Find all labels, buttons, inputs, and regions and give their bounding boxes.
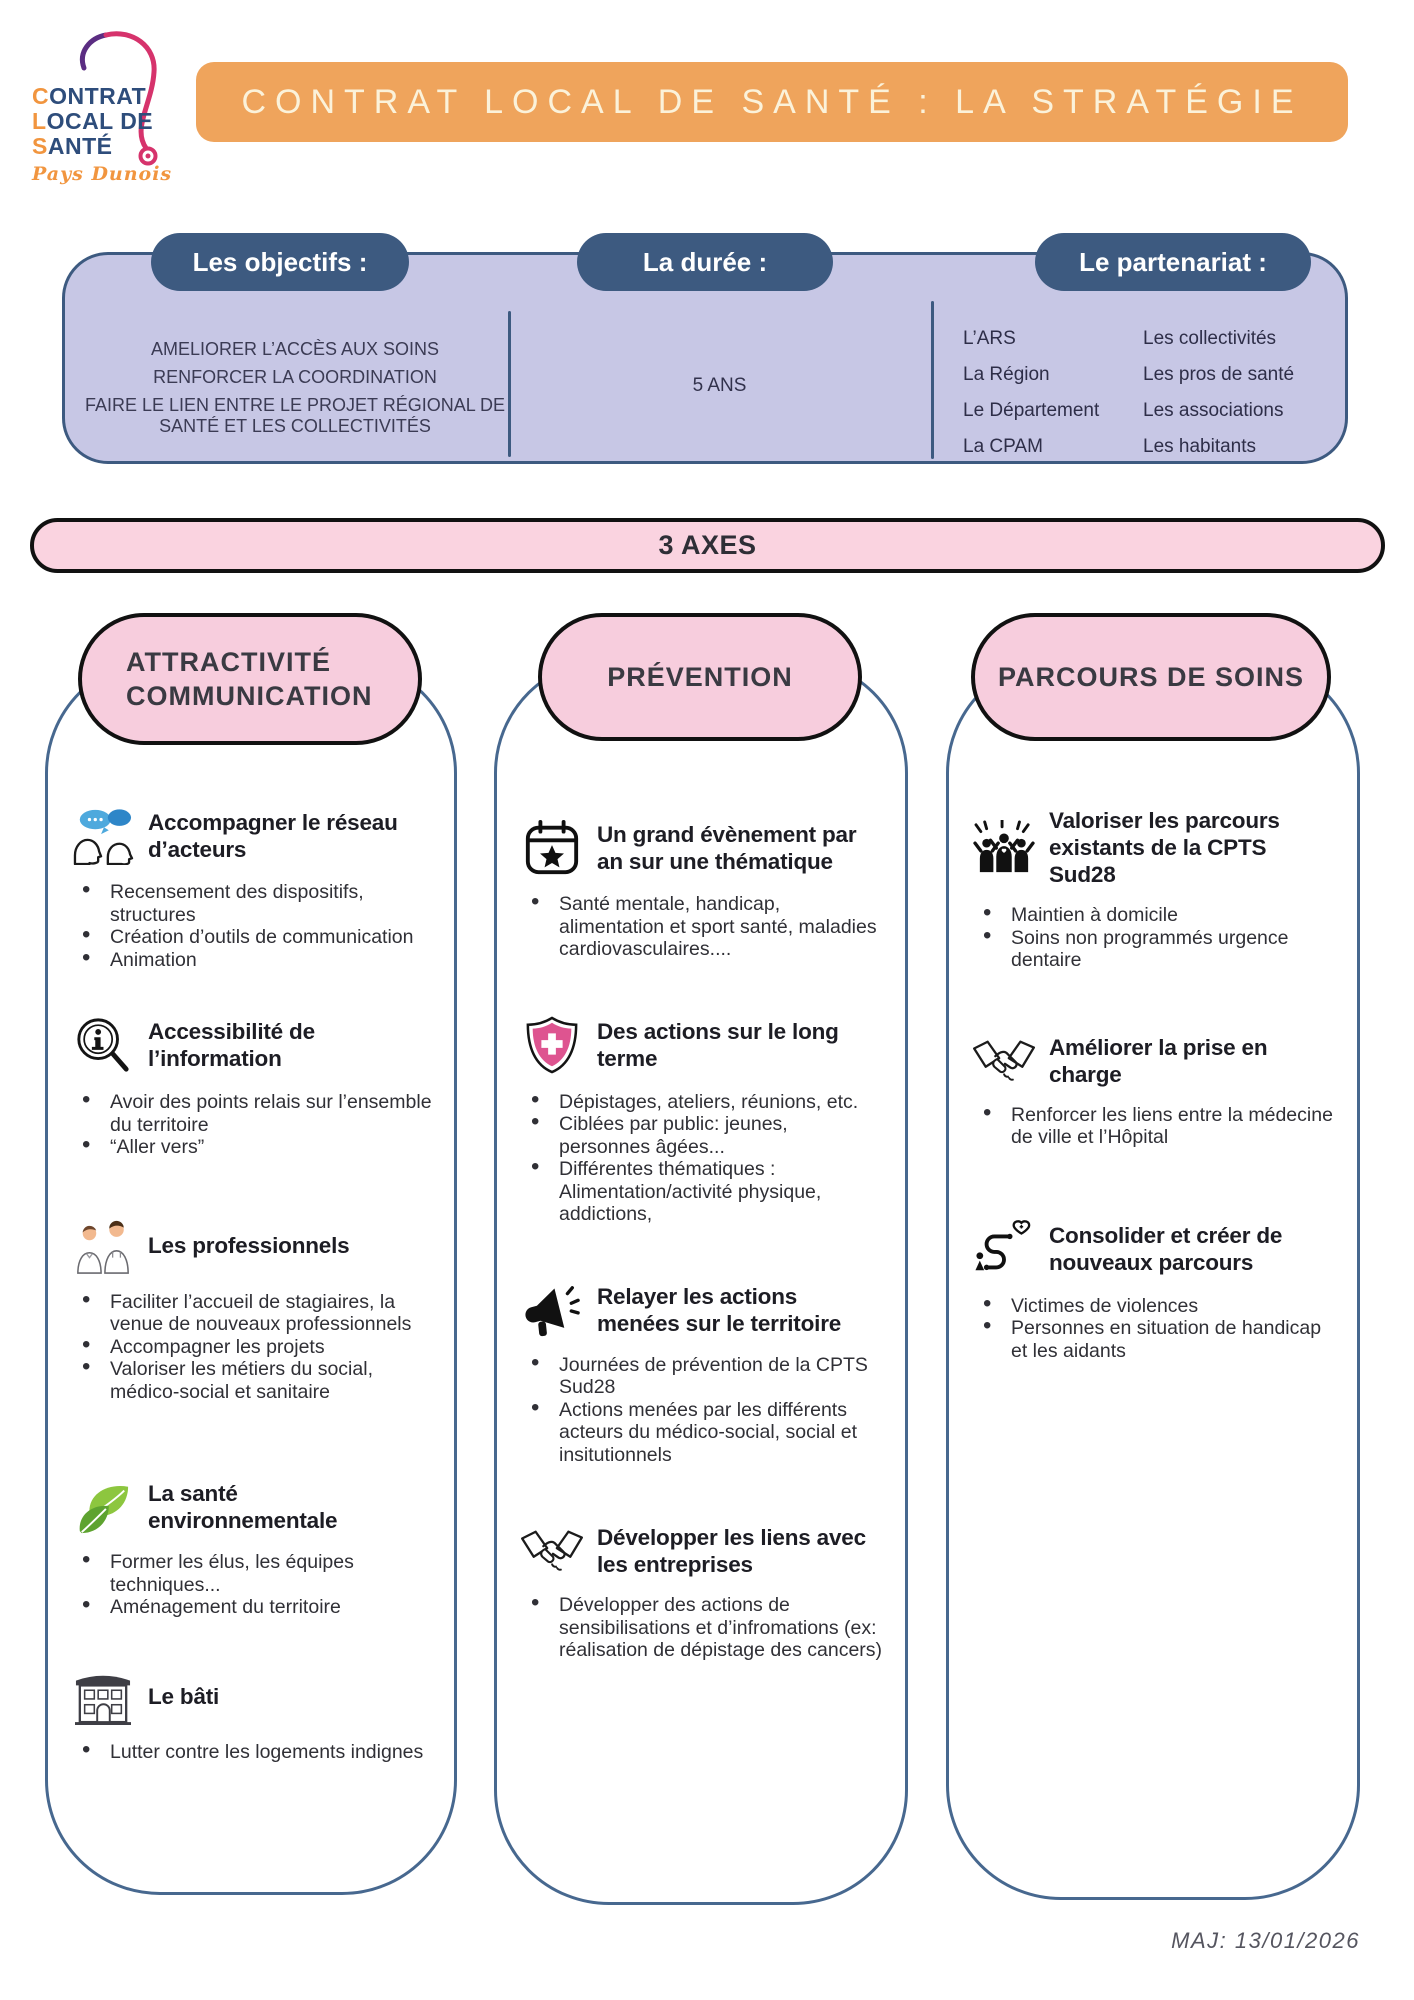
bullet-item: • Soins non programmés urgence dentaire [981,927,1335,972]
bullet-item: • Recensement des dispositifs, structures [80,881,432,926]
duration-label: La durée : [577,233,833,291]
section-title: Accompagner le réseau d’acteurs [148,810,398,862]
section-consolider-parcours [971,1219,1335,1363]
bullet-list [70,1091,432,1159]
bullet-item: • Victimes de violences [981,1295,1335,1318]
logo-line: LOCAL DE [32,108,154,134]
section-title: Des actions sur le long terme [597,1018,839,1071]
section-title: Relayer les actions menées sur le territoire [597,1283,842,1336]
bullet-item: • Aménagement du territoire [80,1596,432,1619]
bullet-item: • Faciliter l’accueil de stagiaires, la venue de nouveaux professionnels [80,1291,432,1336]
page-title: CONTRAT LOCAL DE SANTÉ : LA STRATÉGIE [196,62,1348,142]
bullet-item: • Personnes en situation de handicap et les aidants [981,1317,1335,1362]
path-heart-icon [971,1219,1037,1279]
leaves-icon [70,1479,136,1535]
bullet-item: • Dépistages, ateliers, réunions, etc. [529,1091,883,1114]
section-title: Consolider et créer de nouveaux parcours [1049,1222,1283,1275]
partner-item: L’ARS [963,328,1016,349]
bullet-list [519,1354,883,1467]
section-actions-long-terme [519,1015,883,1226]
bullet-list [70,1741,432,1764]
bullet-item: • Renforcer les liens entre la médecine de ville et l’Hôpital [981,1104,1335,1149]
partnership-list-left [963,321,1099,465]
section-valoriser-parcours [971,807,1335,972]
section-title: Valoriser les parcours existants de la CPTS Sud28 [1049,808,1280,887]
partner-item: Les habitants [1143,436,1257,457]
objective-item: AMELIORER L’ACCÈS AUX SOINS [150,339,440,359]
bullet-item: • “Aller vers” [80,1136,432,1159]
section-accessibilite-information [70,1015,432,1159]
section-relayer-actions [519,1282,883,1467]
bullet-item: • Ciblées par public: jeunes, personnes âgées... [529,1113,883,1158]
objectives-label: Les objectifs : [151,233,409,291]
logo-line: SANTÉ [32,133,113,159]
calendar-star-icon [519,819,585,877]
celebration-people-icon [971,820,1037,876]
logo-subtitle: Pays Dunois [32,163,173,185]
objective-item: FAIRE LE LIEN ENTRE LE PROJET RÉGIONAL DE SANTÉ ET LES COLLECTIVITÉS [84,395,506,436]
section-les-professionnels [70,1217,432,1404]
handshake-icon [971,1035,1037,1087]
bullet-list [519,1091,883,1226]
doctors-icon [70,1217,136,1275]
bullet-list [971,1295,1335,1363]
bullet-item: • Valoriser les métiers du social, médico-social et sanitaire [80,1358,432,1403]
bullet-item: • Journées de prévention de la CPTS Sud28 [529,1354,883,1399]
section-title: Accessibilité de l’information [148,1019,315,1071]
partner-item: La CPAM [963,436,1043,457]
bullet-list [971,1104,1335,1149]
bullet-item: • Différentes thématiques : Alimentation/activité physique, addictions, [529,1158,883,1226]
info-magnifier-icon [70,1015,136,1075]
bullet-list [971,904,1335,972]
overview-box [62,246,1348,464]
megaphone-icon [519,1282,585,1338]
bullet-item: • Animation [80,949,432,972]
axis-column-parcours [946,658,1360,1900]
logo-text [32,84,172,187]
vertical-divider [931,301,934,459]
partnership-list-right [1143,321,1294,465]
bullet-item: • Création d’outils de communication [80,926,432,949]
building-icon [70,1669,136,1725]
axis-header-parcours: PARCOURS DE SOINS [971,613,1331,741]
axis-header-prevention: PRÉVENTION [538,613,862,741]
section-title: Améliorer la prise en charge [1049,1034,1268,1087]
section-grand-evenement [519,819,883,961]
objectives-list [83,339,507,444]
bullet-list [519,1594,883,1662]
bullet-list [70,881,432,971]
partner-item: La Région [963,364,1050,385]
partner-item: Le Département [963,400,1100,421]
bullet-item: • Accompagner les projets [80,1336,432,1359]
axis-header-attractivite: ATTRACTIVITÉ COMMUNICATION [78,613,422,745]
section-title: Développer les liens avec les entreprises [597,1525,866,1577]
bullet-item: • Actions menées par les différents acteurs du médico-social, social et insitutionnels [529,1399,883,1467]
bullet-list [519,893,883,961]
objective-item: RENFORCER LA COORDINATION [153,367,437,387]
handshake-icon [519,1525,585,1577]
logo-line: CONTRAT [32,83,147,109]
axes-banner: 3 AXES [30,518,1385,573]
bullet-list [70,1551,432,1619]
bullet-item: • Former les élus, les équipes techniques... [80,1551,432,1596]
partnership-label: Le partenariat : [1035,233,1311,291]
logo [24,26,204,185]
bullet-list [70,1291,432,1404]
section-liens-entreprises [519,1524,883,1662]
section-ameliorer-prise-en-charge [971,1034,1335,1149]
bullet-item: • Santé mentale, handicap, alimentation et sport santé, maladies cardiovasculaires.... [529,893,883,961]
axis-column-prevention [494,658,908,1905]
section-title: Un grand évènement par an sur une thématique [597,822,857,874]
axis-column-attractivite [45,658,457,1895]
last-updated-note: MAJ: 13/01/2026 [1171,1928,1360,1953]
section-accompagner-reseau [70,807,432,971]
partner-item: Les collectivités [1143,328,1277,349]
section-title: La santé environnementale [148,1481,338,1533]
section-le-bati [70,1669,432,1764]
section-title: Le bâti [148,1684,220,1709]
speech-heads-icon [70,807,136,865]
section-title: Les professionnels [148,1233,350,1258]
section-sante-environnementale [70,1479,432,1619]
duration-value: 5 ANS [692,375,747,396]
shield-cross-icon [519,1015,585,1075]
partner-item: Les associations [1143,400,1284,421]
partner-item: Les pros de santé [1143,364,1295,385]
bullet-item: • Lutter contre les logements indignes [80,1741,432,1764]
bullet-item: • Avoir des points relais sur l’ensemble du territoire [80,1091,432,1136]
bullet-item: • Développer des actions de sensibilisations et d’infromations (ex: réalisation de dépistage des cancers) [529,1594,883,1662]
bullet-item: • Maintien à domicile [981,904,1335,927]
